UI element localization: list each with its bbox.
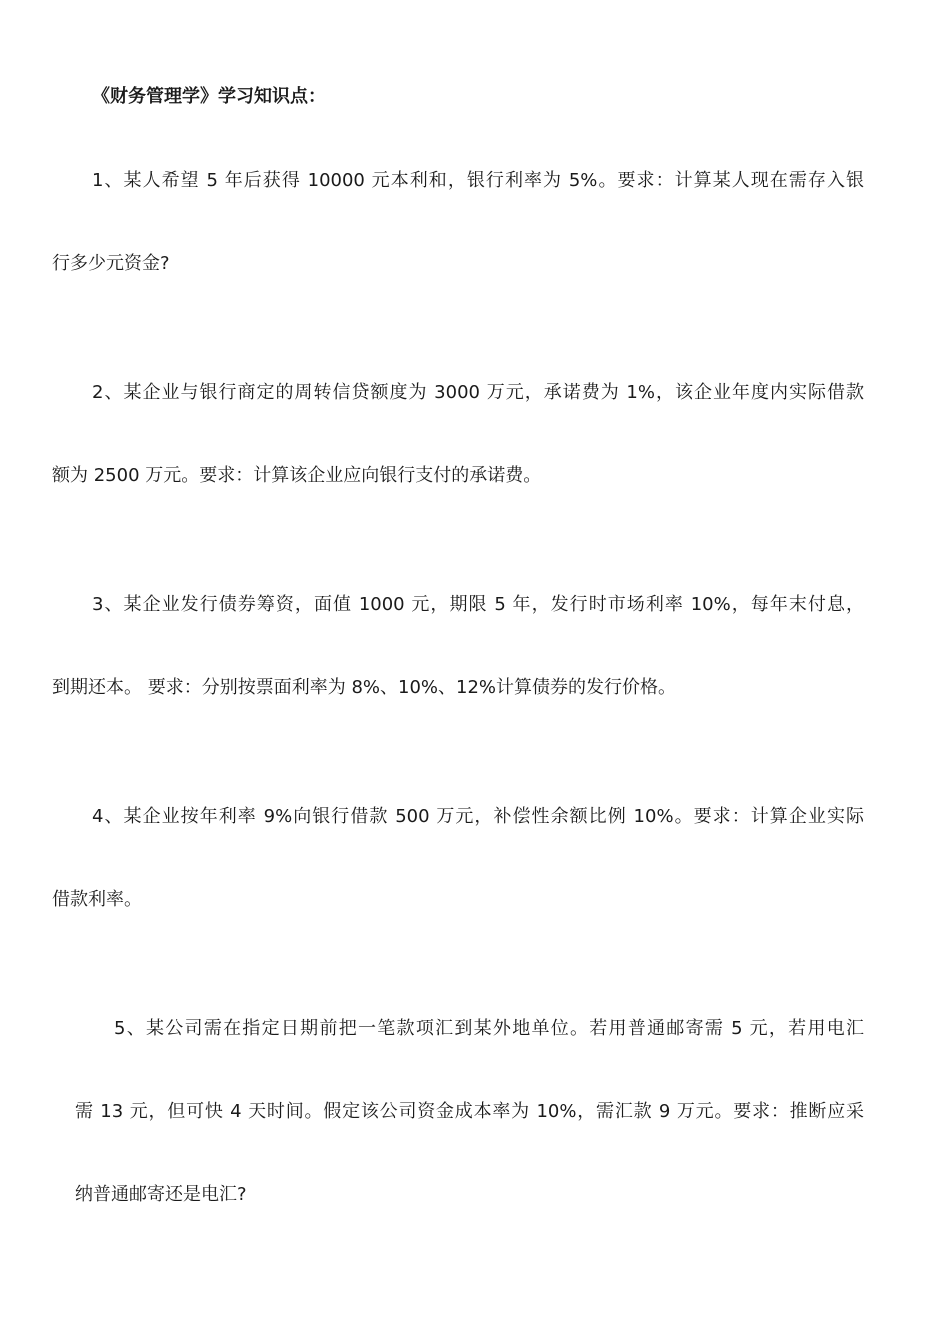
question-1-line-2: 行多少元资金? bbox=[52, 253, 170, 274]
question-2-line-1: 2、某企业与银行商定的周转信贷额度为 3000 万元，承诺费为 1%，该企业年度内实际借款 bbox=[92, 382, 864, 403]
question-5-line-3: 纳普通邮寄还是电汇? bbox=[75, 1184, 247, 1205]
question-1-line-1: 1、某人希望 5 年后获得 10000 元本利和，银行利率为 5%。要求：计算某人现在需存入银 bbox=[92, 170, 864, 191]
question-4-line-2: 借款利率。 bbox=[52, 889, 142, 910]
question-3-line-1: 3、某企业发行债券筹资，面值 1000 元，期限 5 年，发行时市场利率 10%，每年末付息， bbox=[92, 594, 864, 615]
question-5-line-1: 5、某公司需在指定日期前把一笔款项汇到某外地单位。若用普通邮寄需 5 元，若用电汇 bbox=[114, 1018, 864, 1039]
question-2-line-2: 额为 2500 万元。要求：计算该企业应向银行支付的承诺费。 bbox=[52, 465, 542, 486]
question-3-line-2: 到期还本。 要求：分别按票面利率为 8%、10%、12%计算债券的发行价格。 bbox=[52, 677, 677, 698]
question-4-line-1: 4、某企业按年利率 9%向银行借款 500 万元，补偿性余额比例 10%。要求：计算企业实际 bbox=[92, 806, 864, 827]
question-5-line-2: 需 13 元，但可快 4 天时间。假定该公司资金成本率为 10%，需汇款 9 万元。要求：推断应采 bbox=[75, 1101, 864, 1122]
document-title: 《财务管理学》学习知识点： bbox=[92, 86, 326, 107]
